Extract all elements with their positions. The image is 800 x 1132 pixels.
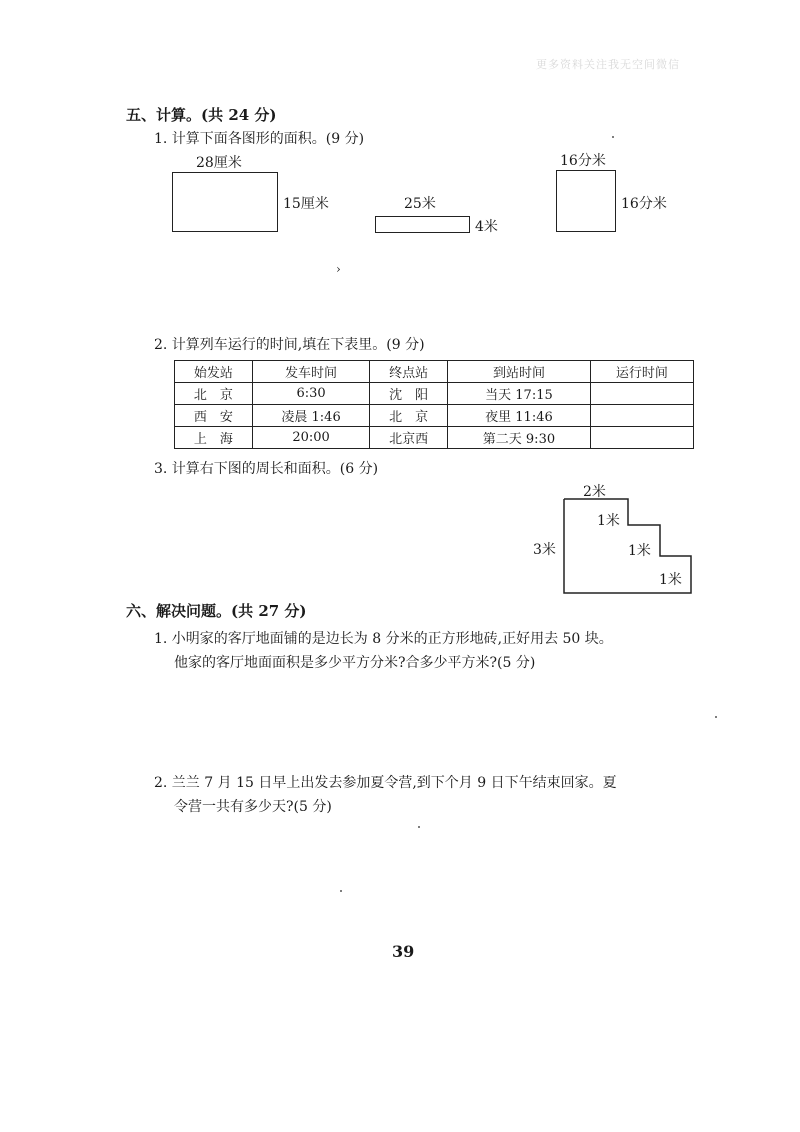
table-cell: 6:30 bbox=[252, 383, 369, 405]
table-cell: 第二天 9:30 bbox=[448, 427, 591, 449]
figure-top-label: 2米 bbox=[583, 484, 606, 500]
section6-title: 六、解决问题。(共 27 分) bbox=[126, 602, 307, 620]
table-cell: 20:00 bbox=[252, 427, 369, 449]
square-shape bbox=[556, 170, 616, 232]
table-cell: 西 安 bbox=[175, 405, 253, 427]
rect1-shape bbox=[172, 172, 278, 232]
table-row bbox=[175, 427, 694, 449]
page-number: 39 bbox=[392, 942, 415, 961]
rect1-width-label: 28厘米 bbox=[196, 155, 242, 171]
header-departure-time: 发车时间 bbox=[252, 361, 369, 383]
table-cell: 北京西 bbox=[370, 427, 448, 449]
rect1-height-label: 15厘米 bbox=[283, 196, 329, 212]
problem1-line1: 1. 小明家的客厅地面铺的是边长为 8 分米的正方形地砖,正好用去 50 块。 bbox=[154, 631, 613, 647]
stray-mark: › bbox=[336, 262, 341, 276]
table-row bbox=[175, 405, 694, 427]
problem2-line1: 2. 兰兰 7 月 15 日早上出发去参加夏令营,到下个月 9 日下午结束回家。夏 bbox=[154, 775, 617, 791]
table-cell-answer[interactable] bbox=[590, 405, 693, 427]
table-cell: 北 京 bbox=[175, 383, 253, 405]
table-cell: 上 海 bbox=[175, 427, 253, 449]
table-cell: 沈 阳 bbox=[370, 383, 448, 405]
table-row bbox=[175, 383, 694, 405]
problem1-line2: 他家的客厅地面面积是多少平方分米?合多少平方米?(5 分) bbox=[174, 655, 536, 671]
scan-speck bbox=[612, 136, 614, 138]
header-travel-time: 运行时间 bbox=[590, 361, 693, 383]
figure-step2-label: 1米 bbox=[628, 543, 651, 559]
table-cell: 夜里 11:46 bbox=[448, 405, 591, 427]
problem2-line2: 令营一共有多少天?(5 分) bbox=[174, 799, 332, 815]
q1-text: 1. 计算下面各图形的面积。(9 分) bbox=[154, 131, 365, 147]
train-timetable bbox=[174, 360, 694, 449]
table-cell-answer[interactable] bbox=[590, 383, 693, 405]
rect2-shape bbox=[375, 216, 470, 233]
table-cell: 当天 17:15 bbox=[448, 383, 591, 405]
q3-text: 3. 计算右下图的周长和面积。(6 分) bbox=[154, 461, 379, 477]
section5-title: 五、计算。(共 24 分) bbox=[126, 106, 277, 124]
figure-left-label: 3米 bbox=[533, 542, 556, 558]
header-end-station: 终点站 bbox=[370, 361, 448, 383]
scan-speck bbox=[418, 826, 420, 828]
rect2-height-label: 4米 bbox=[475, 219, 498, 235]
scan-speck bbox=[715, 716, 717, 718]
watermark: 更多资料关注我无空间微信 bbox=[536, 58, 680, 71]
header-start-station: 始发站 bbox=[175, 361, 253, 383]
table-header-row bbox=[175, 361, 694, 383]
header-arrival-time: 到站时间 bbox=[448, 361, 591, 383]
table-cell-answer[interactable] bbox=[590, 427, 693, 449]
q2-text: 2. 计算列车运行的时间,填在下表里。(9 分) bbox=[154, 337, 425, 353]
square-width-label: 16分米 bbox=[560, 153, 606, 169]
scan-speck bbox=[340, 890, 342, 892]
table-cell: 北 京 bbox=[370, 405, 448, 427]
square-height-label: 16分米 bbox=[621, 196, 667, 212]
figure-step1-label: 1米 bbox=[597, 513, 620, 529]
table-cell: 凌晨 1:46 bbox=[252, 405, 369, 427]
rect2-width-label: 25米 bbox=[404, 196, 436, 212]
figure-step3-label: 1米 bbox=[659, 572, 682, 588]
